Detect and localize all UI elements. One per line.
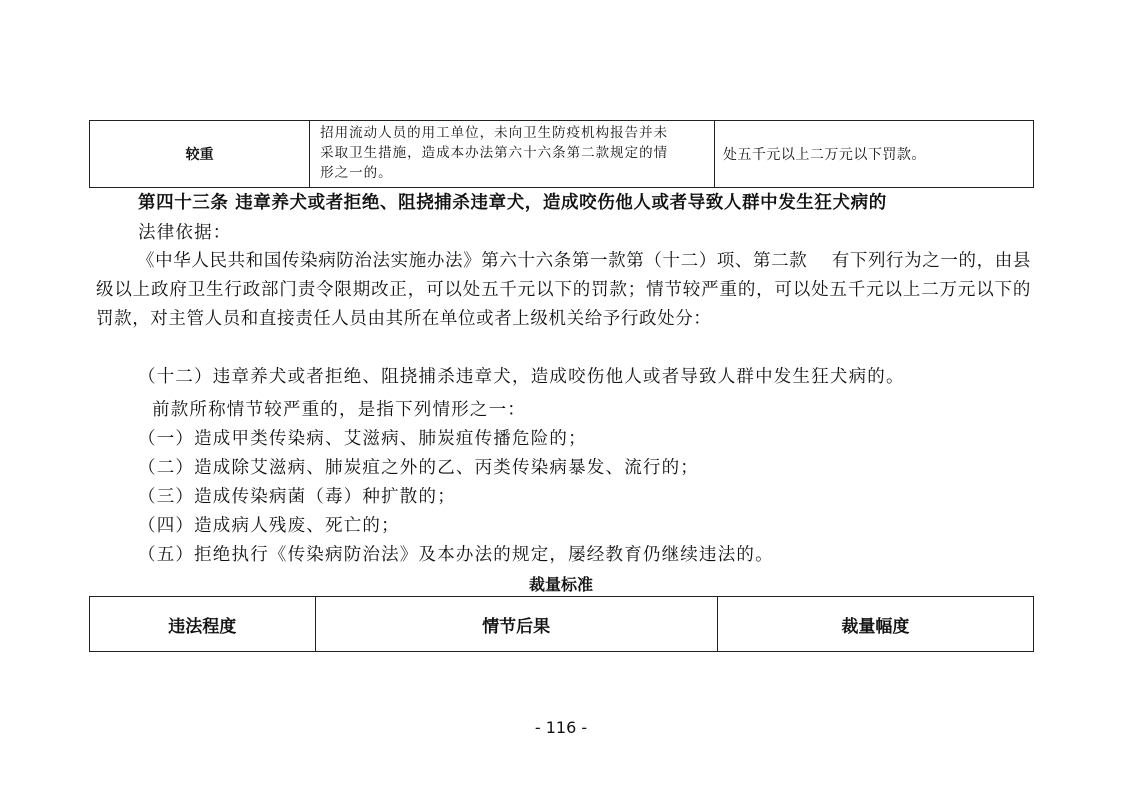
header-degree: 违法程度 xyxy=(90,597,316,652)
case-item: （三）造成传染病菌（毒）种扩散的； xyxy=(138,487,456,507)
page-number: - 116 - xyxy=(534,718,588,737)
header-penalty-range: 裁量幅度 xyxy=(717,597,1033,652)
item-12-text: （十二）违章养犬或者拒绝、阻挠捕杀违章犬，造成咬伤他人或者导致人群中发生狂犬病的。 xyxy=(138,367,905,387)
standards-title: 裁量标准 xyxy=(528,575,593,594)
case-item: （二）造成除艾滋病、肺炭疽之外的乙、丙类传染病暴发、流行的； xyxy=(138,458,699,478)
case-item: （一）造成甲类传染病、艾滋病、肺炭疽传播危险的； xyxy=(138,429,587,449)
circumstance-line: 形之一的。 xyxy=(320,165,393,181)
degree-cell: 较重 xyxy=(90,121,310,188)
legal-basis-paragraph: 《中华人民共和国传染病防治法实施办法》第六十六条第一款第（十二）项、第二款 有下列行为之一的，由县级以上政府卫生行政部门责令限期改正，可以处五千元以下的罚款；情节较严重的，可以处五千元以上二万元以下的罚款，对主管人员和直接责任人员由其所在单位或者上级机关给予行政处分： xyxy=(96,251,1031,329)
article-heading: 第四十三条 违章养犬或者拒绝、阻挠捕杀违章犬，造成咬伤他人或者导致人群中发生狂犬病的 xyxy=(138,193,887,213)
standards-table xyxy=(89,596,1034,652)
circumstance-cell xyxy=(310,121,715,188)
circumstance-line: 采取卫生措施，造成本办法第六十六条第二款规定的情 xyxy=(320,145,669,161)
penalty-cell: 处五千元以上二万元以下罚款。 xyxy=(714,121,1033,188)
header-circumstance: 情节后果 xyxy=(315,597,717,652)
legal-basis-label: 法律依据： xyxy=(138,223,232,243)
table-header-row xyxy=(90,597,1034,652)
case-item: （四）造成病人残废、死亡的； xyxy=(138,516,400,536)
serious-intro-text: 前款所称情节较严重的，是指下列情形之一： xyxy=(152,400,526,420)
top-penalty-table xyxy=(89,120,1034,188)
case-item: （五）拒绝执行《传染病防治法》及本办法的规定，屡经教育仍继续违法的。 xyxy=(138,545,774,565)
circumstance-line: 招用流动人员的用工单位，未向卫生防疫机构报告并未 xyxy=(320,125,669,141)
table-row xyxy=(90,121,1034,188)
